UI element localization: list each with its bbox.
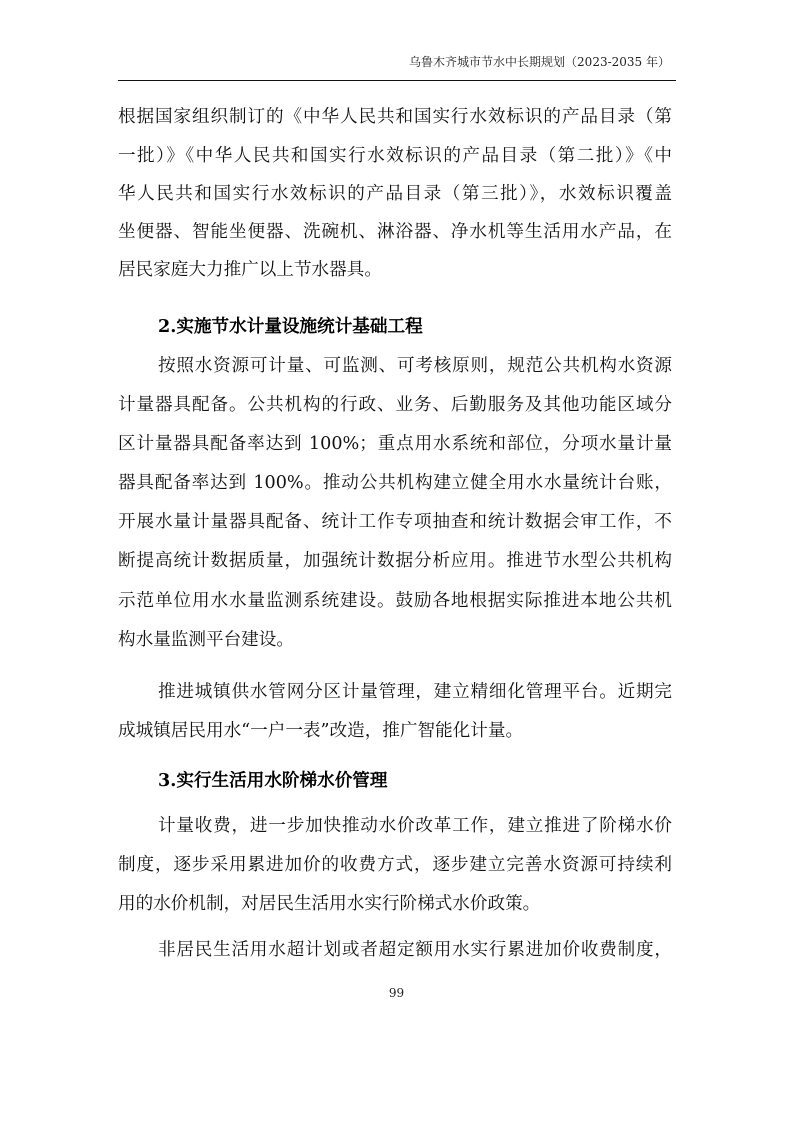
body-line: 根据国家组织制订的《中华人民共和国实行水效标识的产品目录（第 xyxy=(118,107,672,127)
section-heading: 2.实施节水计量设施统计基础工程 xyxy=(158,316,423,337)
body-line: 示范单位用水水量监测系统建设。鼓励各地根据实际推进本地公共机 xyxy=(118,591,672,611)
body-line: 坐便器、智能坐便器、洗碗机、淋浴器、净水机等生活用水产品，在 xyxy=(118,222,672,242)
body-line: 构水量监测平台建设。 xyxy=(118,630,294,650)
body-line: 华人民共和国实行水效标识的产品目录（第三批）》，水效标识覆盖 xyxy=(118,184,672,204)
body-line: 断提高统计数据质量，加强统计数据分析应用。推进节水型公共机构 xyxy=(118,551,672,571)
body-line: 按照水资源可计量、可监测、可考核原则，规范公共机构水资源 xyxy=(158,356,672,376)
page-number: 99 xyxy=(388,986,405,1000)
body-line: 计量器具配备。公共机构的行政、业务、后勤服务及其他功能区域分 xyxy=(118,395,672,415)
body-line: 器具配备率达到 100%。推动公共机构建立健全用水水量统计台账， xyxy=(118,473,672,493)
body-line: 推进城镇供水管网分区计量管理，建立精细化管理平台。近期完 xyxy=(158,682,672,702)
body-line: 开展水量计量器具配备、统计工作专项抽查和统计数据会审工作，不 xyxy=(118,512,672,532)
section-heading: 3.实行生活用水阶梯水价管理 xyxy=(158,770,388,791)
body-line: 区计量器具配备率达到 100%；重点用水系统和部位，分项水量计量 xyxy=(118,434,672,454)
body-line: 制度，逐步采用累进加价的收费方式，逐步建立完善水资源可持续利 xyxy=(118,855,672,875)
body-line: 非居民生活用水超计划或者超定额用水实行累进加价收费制度， xyxy=(158,940,672,960)
body-line: 居民家庭大力推广以上节水器具。 xyxy=(118,260,382,280)
running-header-title: 乌鲁木齐城市节水中长期规划（2023-2035 年） xyxy=(409,55,670,69)
body-line: 一批）》《中华人民共和国实行水效标识的产品目录（第二批）》《中 xyxy=(118,146,672,166)
body-line: 成城镇居民用水“一户一表”改造，推广智能化计量。 xyxy=(118,721,524,741)
body-line: 计量收费，进一步加快推动水价改革工作，建立推进了阶梯水价 xyxy=(158,816,672,836)
body-line: 用的水价机制，对居民生活用水实行阶梯式水价政策。 xyxy=(118,894,541,914)
header-rule xyxy=(118,80,676,81)
